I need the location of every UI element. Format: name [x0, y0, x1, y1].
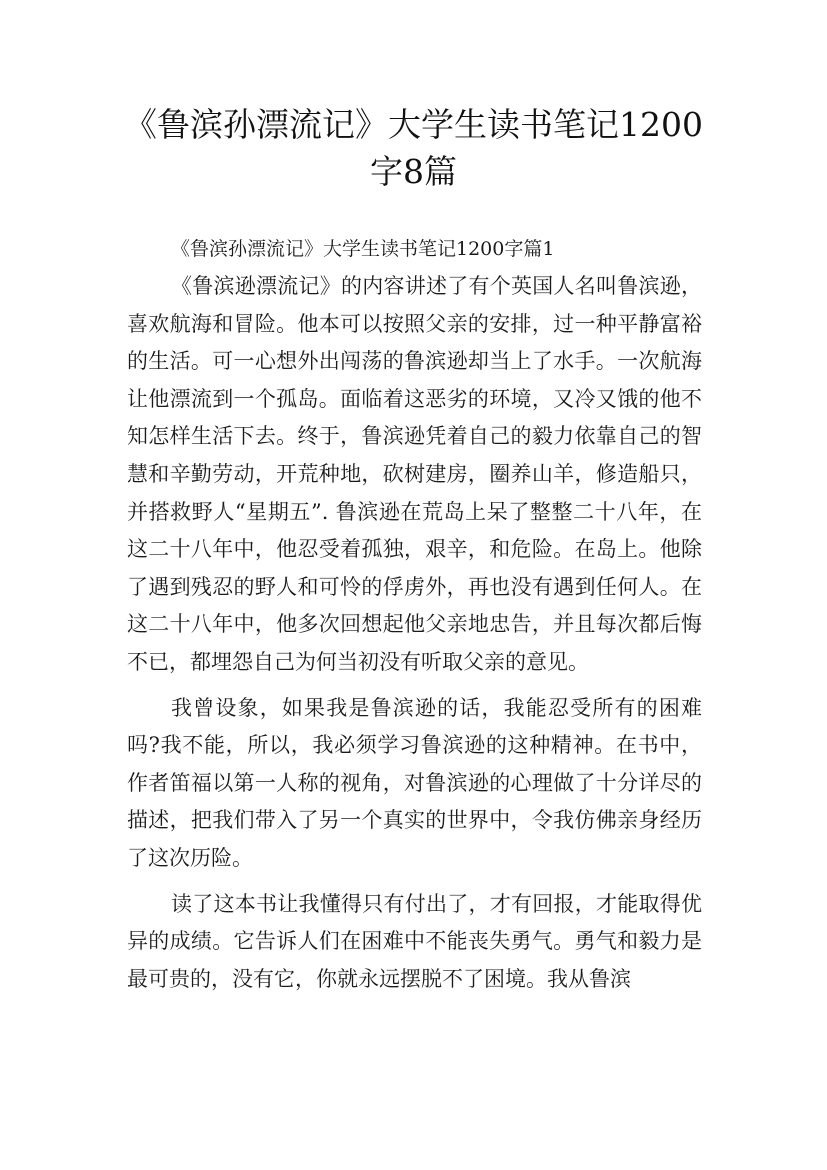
paragraph-3: 读了这本书让我懂得只有付出了，才有回报，才能取得优异的成绩。它告诉人们在困难中不能丧失勇气。勇气和毅力是最可贵的，没有它，你就永远摆脱不了困境。我从鲁滨 — [127, 891, 702, 991]
paragraph-2: 我曾设象，如果我是鲁滨逊的话，我能忍受所有的困难吗?我不能，所以，我必须学习鲁滨逊的这种精神。在书中，作者笛福以第一人称的视角，对鲁滨逊的心理做了十分详尽的描述，把我们带入了另一个真实的世界中，令我仿佛亲身经历了这次历险。 — [127, 695, 702, 870]
document-body — [127, 233, 702, 1006]
section-heading: 《鲁滨孙漂流记》大学生读书笔记1200字篇1 — [171, 238, 555, 260]
paragraph-1: 《鲁滨逊漂流记》的内容讲述了有个英国人名叫鲁滨逊，喜欢航海和冒险。他本可以按照父亲的安排，过一种平静富裕的生活。可一心想外出闯荡的鲁滨逊却当上了水手。一次航海让他漂流到一个孤岛。面临着这恶劣的环境，又冷又饿的他不知怎样生活下去。终于，鲁滨逊凭着自己的毅力依靠自己的智慧和辛勤劳动，开荒种地，砍树建房，圈养山羊，修造船只，并搭救野人“星期五”. 鲁滨逊在荒岛上呆了整整二十八年，在这二十八年中，他忍受着孤独，艰辛，和危险。在岛上。他除了遇到残忍的野人和可怜的俘虏外，再也没有遇到任何人。在这二十八年中，他多次回想起他父亲地忠告，并且每次都后悔不已，都埋怨自己为何当初没有听取父亲的意见。 — [127, 274, 702, 674]
document-title: 《鲁滨孙漂流记》大学生读书笔记1200字8篇 — [124, 105, 703, 191]
